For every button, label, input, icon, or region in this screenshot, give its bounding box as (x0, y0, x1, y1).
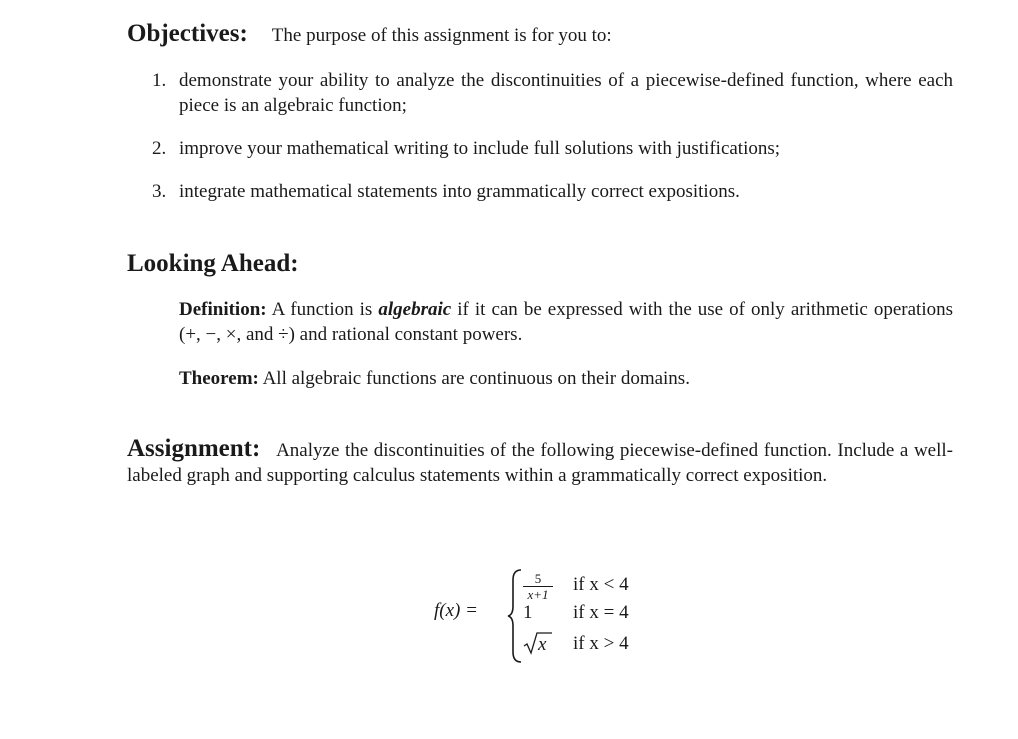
formula-lhs: f(x) = (434, 600, 478, 621)
radicand: x (538, 634, 547, 655)
formula-case-2 (523, 602, 693, 630)
objectives-heading: Objectives: (127, 20, 248, 47)
case-value: 1 (523, 602, 533, 623)
definition-block (179, 297, 953, 347)
definition-term: algebraic (378, 299, 452, 320)
case-condition: if x > 4 (573, 633, 629, 654)
list-item-text: demonstrate your ability to analyze the discontinuities of a piecewise-defined function, where each piece is an algebraic function; (179, 70, 953, 116)
definition-text-before: A function is (271, 299, 373, 320)
theorem-text: All algebraic functions are continuous on their domains. (262, 368, 690, 389)
assignment-text: Analyze the discontinuities of the following piecewise-defined function. Include a well-labeled graph and supporting calculus statements within a grammatically correct exposition. (127, 440, 953, 486)
case-condition: if x < 4 (573, 574, 629, 595)
objectives-intro: The purpose of this assignment is for you to: (271, 25, 612, 46)
list-item-text: integrate mathematical statements into grammatically correct expositions. (179, 181, 740, 202)
case-condition: if x = 4 (573, 602, 629, 623)
fraction (523, 572, 553, 601)
list-item-number: 1. (152, 70, 167, 91)
list-item-number: 3. (152, 181, 167, 202)
theorem-block (179, 366, 953, 391)
theorem-label: Theorem: (179, 368, 259, 389)
assignment-section (127, 436, 953, 488)
piecewise-formula (434, 566, 694, 666)
formula-case-3 (523, 633, 693, 661)
list-item-text: improve your mathematical writing to include full solutions with justifications; (179, 138, 781, 159)
objectives-section (127, 20, 953, 48)
fraction-denominator: x+1 (527, 587, 549, 602)
looking-ahead-heading: Looking Ahead: (127, 250, 299, 277)
list-item-number: 2. (152, 138, 167, 159)
left-brace-icon (507, 568, 523, 664)
definition-text-after: if it can be expressed with the use of only arithmetic operations (+, −, ×, and ÷) and rational constant powers. (179, 299, 954, 345)
definition-label: Definition: (179, 299, 267, 320)
formula-case-1 (523, 570, 693, 602)
fraction-numerator: 5 (523, 572, 553, 587)
assignment-heading: Assignment: (127, 435, 261, 462)
